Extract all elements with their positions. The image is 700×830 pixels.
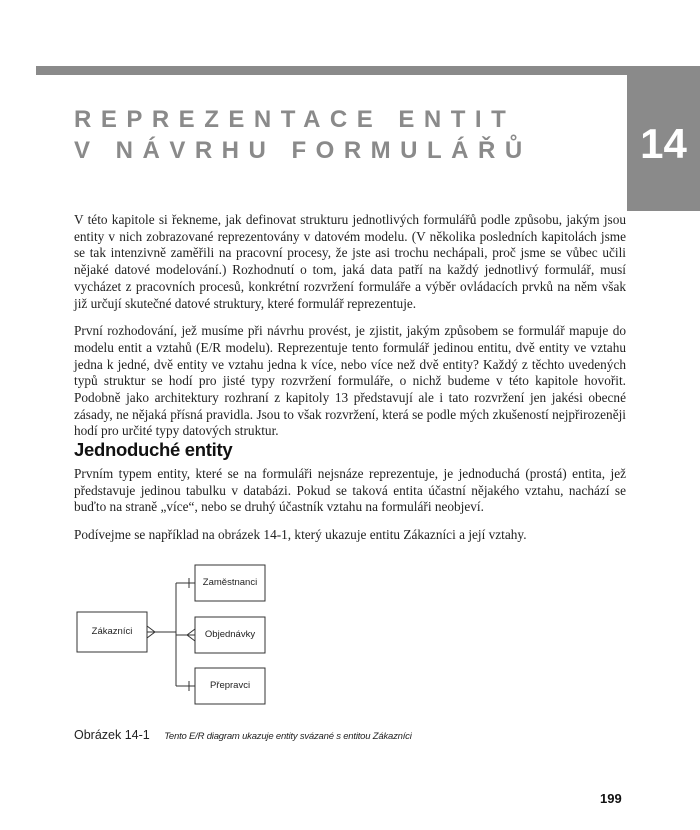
chapter-title-line-2: V NÁVRHU FORMULÁŘŮ <box>74 137 532 164</box>
entity-employees-label: Zaměstnanci <box>202 577 258 588</box>
chapter-number-box <box>627 75 700 211</box>
chapter-title-line-1: REPREZENTACE ENTIT <box>74 106 516 133</box>
figure-caption-text: Tento E/R diagram ukazuje entity svázané s entitou Zákazníci <box>164 731 412 742</box>
intro-paragraph-2: První rozhodování, jež musíme při návrhu provést, je zjistit, jakým způsobem se formulář mapuje do modelu entit a vztahů (E/R modelu). Reprezentuje tento formulář jedinou entitu, dvě entity ve vztahu jedna k jedné, dvě entity ve vztahu jedna k více, nebo více než dvě entity? Každý z těchto uvedených typů struktur se hodí pro jisté typy rozvržení formuláře, o nichž budeme v této kapitole hovořit. Podobně jako architektury rozhraní z kapitoly 13 představují ale i tato rozvržení jen jakési obecné zásady, ne nějaká přísná pravidla. Jsou to však rozvržení, která se podle mých zkušeností nejpřirozeněji hodí pro určité typy datových struktur. <box>74 323 626 439</box>
entity-customers-label: Zákazníci <box>91 626 133 637</box>
entity-shippers-label: Přepravci <box>209 680 251 691</box>
section-paragraph-1: Prvním typem entity, které se na formuláři nejsnáze reprezentuje, je jednoduchá (prostá) entita, jež představuje jedinou tabulku v databázi. Pokud se taková entita účastní nějakého vztahu, nachází se buďto na straně „více“, nebo se druhý účastník vztahu na formuláři neobjeví. <box>74 466 626 515</box>
page-number: 199 <box>600 791 622 806</box>
er-diagram <box>76 560 316 710</box>
chapter-number: 14 <box>640 120 687 167</box>
intro-text <box>74 212 626 451</box>
entity-orders-label: Objednávky <box>204 629 256 640</box>
section-heading: Jednoduché entity <box>74 439 233 460</box>
figure-caption-label: Obrázek 14-1 <box>74 728 150 742</box>
section-text <box>74 466 626 555</box>
top-rule <box>36 66 700 75</box>
intro-paragraph-1: V této kapitole si řekneme, jak definovat strukturu jednotlivých formulářů podle způsobu, jakým jsou entity v nich zobrazované reprezentovány v datovém modelu. (V několika posledních kapitolách jsme se tak intenzivně zaměřili na pracovní procesy, že jste asi trochu nechápali, proč jsme se vůbec učili nějaké datové modelování.) Rozhodnutí o tom, jaká data patří na každý jednotlivý formulář, musí vycházet z pracovních procesů, konkrétní rozvržení formuláře a výběr ovládacích prvků na něm však již určují skutečné datové struktury, které formulář reprezentuje. <box>74 212 626 311</box>
figure-caption <box>74 726 412 744</box>
chapter-title <box>74 104 614 166</box>
section-paragraph-2: Podívejme se například na obrázek 14-1, který ukazuje entitu Zákazníci a její vztahy. <box>74 527 527 543</box>
